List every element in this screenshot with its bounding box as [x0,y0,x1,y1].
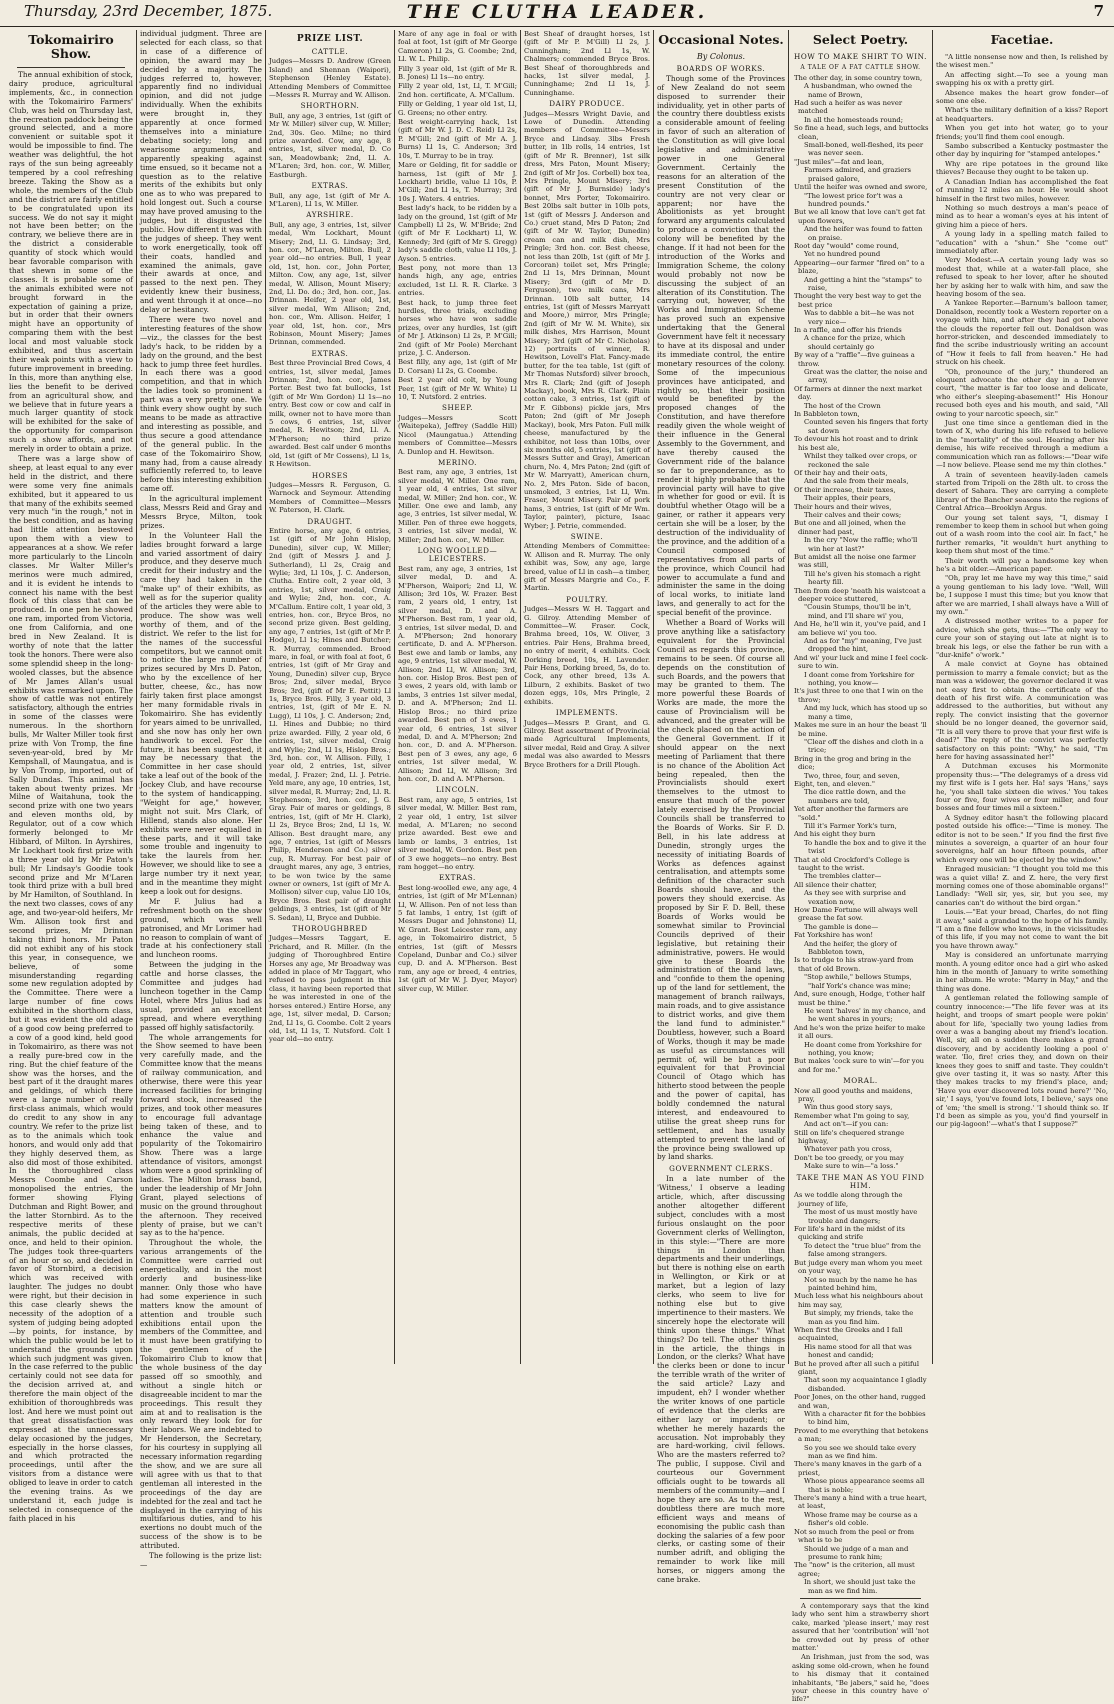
section-heading: AYRSHIRE. [306,210,354,220]
poem-line: But he proved after all such a pitiful giant, [794,1359,920,1376]
poem-line: Their calves and their cows; [804,510,902,519]
poem-line: His name stood for all that was honest and candid; [804,1342,912,1360]
poem-line: Of their increase, their taxes, [794,485,896,494]
poem-line: All silence their chatter, [794,880,877,889]
poem-line: In the cry "Now the raffle; who'll win her at last?" [804,536,918,553]
poem-body [792,1191,929,1595]
facetiae-item: What's the military definition of a kiss? Report at headquarters. [936,106,1108,123]
poem-line: Then from deep 'neath his waistcoat a deeper voice stuttered, [794,586,926,603]
prize-entry: Mare of any age in foal or with foal at foot, 1st (gift of Mr George Cameron) Ll 2s, G. Coombe; 2nd, Ll. W. L. Philip. [398,30,517,64]
section-heading: SHEEP. [442,403,473,413]
poem-line: And, sure enough, Hodge, t'other half must be thine." [794,990,925,1007]
poem-line: The trembles clatter— [804,872,882,881]
poem-line: He went 'halves' in my chance, and he went shares in yours; [804,1006,926,1024]
poem-line: "Stop awhile," bellows Stumps, "half York's chance was mine; [804,973,912,990]
facetiae-list [936,53,1108,1129]
poem-line: Not so much from the peel or from what is to be [794,1527,915,1545]
poem-line: The "now" is the criterion, all must agree; [794,1561,915,1578]
poem-line: Makes me sure in an hour the beast 'll be mine. [794,721,927,738]
page-number: 7 [1093,2,1104,20]
poem-line: Small-boned, well-fleshed, its peer was never seen. [804,141,924,158]
article-paragraph: In the Volunteer Hall the ladies brought forward a large and varied assortment of dairy produce, and they deserve much credit for their industry and the care they had taken in the "make up" of their exhibits, as well as for the superior quality of the articles they were able to produce. The show was well worthy of them, and of the district. We refer to the list for the names of the successful competitors, but we cannot omit to notice the large number of prizes secured by Mrs D. Paton, who by the excellence of her butter, cheese, &c., has now fairly taken first place amongst her many formidable rivals in Tokomairiro. She has evidently for years aimed to be unrivalled, and she now has only her own handiwork to excel. For the future, it has been suggested, it may be necessary that the Committee in her case should take a leaf out of the book of the Jockey Club, and have recourse to the system of handicapping. "Weight for age," however, might not suit. Mrs Clark, of Hillend, stands also alone. Her exhibits were never equalled in these parts, and it will take some trouble and ingenuity to take the laurels from her. However, we should like to see a large number try it next year, and in the meantime they might keep a look out for designs. [140,530,262,896]
article-paragraph: Though some of the Provinces of New Zealand do not seem disposed to surrender their individuality, yet in other parts of the country there doubtless exists a considerable amount of feeling in favor of such an alteration of the Constitution as will give local legislative and administrative power in one General Government. Certainly the reasons for an alteration of the present Constitution of the country are not very clear or apparent; nor have the Abolitionists as yet brought forward any arguments calculated to produce a conviction that the colony will be benefited by the change. If it had not been for the introduction of the Works and Immigration Scheme, the colony would probably not now be discussing the subject of an alteration of its Constitution. The carrying out, however, of the Works and Immigration Scheme has proved such an expensive undertaking that the General Government have felt it necessary to have at its disposal and under its immediate control, the entire monetary resources of the colony. Some of the impecunious provinces have anticipated, and rightly so, that their position would be benefited by the proposed changes of the Constitution, and have therefore readily given the whole weight of their influence in the General Assembly to the Government, and have thereby caused the Government ride of the balance so far to preponderance, as to render it highly probable that the provincial party will have to give in whether for good or evil. It is doubtful whether Otago will be a gainer, or rather it appears very certain she will be a loser, by the destruction of the individuality of the province, and the addition of a Council composed of representatives from all parts of the province, which Council had power to accumulate a fund and administer the same in the doing of local works, to initiate land laws, and generally to act for the special benefit of the province. [657,73,785,618]
poem-line: But amidst all the noise one farmer was still, [794,552,917,570]
section-text: Judges—Messrs D. Andrew (Green Island) and Shennan (Waipori), Stephenson (Henley Estate). Attending Members of Committee—Messrs R. Murray and W. Allison. [269,57,391,100]
poem-line: Till he's given his stomach a right hearty fill. [804,569,921,587]
section-heading: EXTRAS. [439,873,476,883]
poem-line: Their apples, their pears, [804,494,892,503]
poem-line: And he's won the prize heifer to make it all ours. [794,1023,926,1041]
poem-line: And my luck, which has stood up so many a time, [804,704,928,721]
facetiae-item: May is considered an unfortunate marrying month. A young editor once had a girl who asked him in the month of January to write something in her album. He wrote: "Marry in May," and the thing was done. [936,951,1108,993]
column-show-continued [137,29,265,1569]
poem-line: And the sale from their meals, [804,477,909,486]
poem-line: In a raffle, and offer his friends [794,326,902,334]
facetiae-item: Nothing so much destroys a man's peace of mind as to hear a woman's eyes at his intent of giving him a piece of hers. [936,203,1108,229]
poem-line: Root day "would" come round, [794,241,899,250]
poem-title: TAKE THE MAN AS YOU FIND HIM. [796,1172,925,1191]
poem-line: And the heifer, the glory of Babbleton town, [804,939,897,957]
poem-line: Appearing—our farmer "fired on" to a blaze, [794,258,925,276]
footnote: A contemporary says that the kind lady who sent him a strawberry short cake, marked 'please insert,' may rest assured that her 'contribution' will 'not be crowded out by press of other matter.' [792,1601,929,1652]
section-heading: CATTLE. [311,47,349,56]
poem-line: Whilst they talked over crops, or reckoned the sale [804,452,917,469]
article-paragraph: There were two novel and interesting features of the show—viz., the classes for the best lady's hack, to be ridden by a lady on the ground, and the best hack to jump three feet hurdles. In each there was a good competition, and that in which the ladies took so prominent a part was a very pretty one. We think every show ought by such means to be made as attractive and interesting as possible, and thus secure a good attendance of the general public. In the case of the Tokomairiro Show, many had, from a cause already sufficiently referred to, to leave before this interesting exhibition came off. [140,315,262,494]
section-heading: DAIRY PRODUCE. [549,99,625,109]
article-paragraph: The following is the prize list:— [140,1551,262,1569]
poem-line: In short, we should just take the man as we find him. [804,1578,916,1595]
issue-date: Thursday, 23rd December, 1875. [24,2,273,20]
moral-body [792,1087,929,1171]
prize-entry: Filly or Gelding, 1 year old 1st, Ll, G. Greens; no other entry. [398,100,517,117]
divider [800,1598,921,1599]
poem-line: With a character fit for the bobbies to bind him, [804,1410,926,1427]
facetiae-item: Enraged musician: "I thought you told me this was a quiet villa! Z. and Z. here, the very first morning comes one of those abominable organs!" Landlady: "Well sir, yes, sir, but you see, my canaries can't do without the bird organ." [936,865,1108,907]
article-title: Occasional Notes. [658,32,784,47]
facetiae-item: A male convict at Goyne has obtained permission to marry a female convict; but as the man was a widower, the governor declared it was not easy first to obtain the certificate of the death of his first wife. A communication was addressed to the authorities, but without any reply. The convict insisting that the governor should be no longer deaned, the governor said, "It is all very there to prove that your first wife is dead?" The reply of the convict was perfectly satisfactory on this point: "Why," he said, "I'm here for having assassinated her!" [936,660,1108,761]
section-text: Best ram, any age, 5 entries, 1st silver medal, W. Miller. Best ram, 2 year old, 1 entry, 1st silver medal, A. M'Laren; no second prize awarded. Best ewe and lamb or lambs, 3 entries, 1st silver medal, W. Gordon. Best pen of 3 ewe hoggets—no entry. Best ram hogget—no entry. [398,795,517,871]
section-text: Judges—Messrs P. Grant, and G. Gilroy. Best assortment of Provincial made Agricultural Implements, silver medal, Reid and Gray. A silver medal was also awarded to Messrs Bryce Brothers for a Drill Plough. [524,718,650,769]
poem-line: "Cousin Stumps, thou'll be in't, mind, and I'll share wi' you, [804,603,912,620]
section-text: Best ram, any age, 3 entries, 1st silver medal, D. and A. M'Pherson, Waipori; 2nd Ll, W. Allison; 3rd 10s, W. Frazer. Best ram, 2 years old, 1 entry, 1st silver medal, D. and A. M'Pherson. Best ram, 1 year old, 3 entries, 1st silver medal, D. and A. M'Pherson; 2nd honorary certificate, D. and A. M'Pherson. Best ewe and lamb or lambs, any age, 9 entries, 1st silver medal, W. Allison; 2nd Ll, W. Allison; 3rd, hon. cor. Hislop Bros. Best pen of 3 ewes, 2 years old, with lamb or lambs, 3 entries 1st silver medal, D. and A. M'Pherson; 2nd Ll. Hislop Bros.; no third prize awarded. Best pen of 3 ewes, 1 year old, 6 entries, 1st silver medal, D. and A. M'Pherson; 2nd hon. cor., D. and A. M'Pherson. Best pen of 3 ewes, any age, 6 entries, 1st silver medal, W. Allison; 2nd Ll, W. Allison; 3rd hon. cor., D. and A. M'Pherson. [398,564,517,783]
poem-line: Bring in the grog and bring in the dice; [794,754,911,772]
poem-line: Whatever path you cross, [804,1145,892,1154]
article-paragraph: In a late number of the 'Witness,' I observe a leading article, which, after discussing another altogether different subject, concludes with a most furious onslaught on the poor Government clerks of Wellington, in this style:—"There are more things in London than departments and their underlings, but there is nothing else on earth in Wellington, or Kirk or at market, but a legion of lazy clerks, who seem to live for nothing else but to give impertinence to their masters. We sincerely hope the electorate will think upon these things." What things? Do tell. The other things in the article, the things in London, or the clerks? What have the clerks been or done to incur the terrible wrath of the writer of the said article? Lazy and impudent, eh? I wonder whether the writer knows of one particle of evidence that the clerks are either lazy or impudent; or whether he merely hazards the accusation. Not improbably they are hard-working, civil fellows. Who are the masters referred to? The public, I suppose. Civil and courteous our Government officials ought to be towards all members of the community—and I hope they are so. As to the rest, doubtless there are much more efficient ways and means of economising the public cash than docking the salaries of a few poor clerks, or casting some of their number adrift, and obliging the remainder to work like mill horses, or niggers among the cane brake. [657,1174,785,1585]
poem-line: To handle the box and to give it the twist [804,838,927,856]
masthead [0,0,1114,27]
poem-line: "Clear off the dishes and cloth in a trice; [804,737,924,755]
poem-line: "Just miles"—fat and lean, [794,157,885,166]
poem-line: But judge every man whom you meet on your way, [794,1258,923,1276]
section-heading: MORAL. [843,1076,878,1086]
prize-entry: Best lady's hack, to be ridden by a lady on the ground, 1st (gift of Mr Campbell) Ll 2s, W. M'Bride; 2nd (gift of Mr F. Lockhart) Ll, W. Kennedy; 3rd (gift of Mr S. Gregg) lady's saddle cloth, value Ll 10s, J. Ayson. 5 entries. [398,204,517,263]
section-heading: DRAUGHT. [307,516,353,526]
poem-line: Till it's Farmer York's turn, [804,821,897,830]
section-heading: EXTRAS. [311,348,349,358]
section-heading: SWINE. [570,531,604,541]
facetiae-item: A young lady in a spelling match failed to "education" with a "shun." She "come out" immediately after. [936,230,1108,255]
poem-line: Yet no hundred pound [804,250,881,259]
poem-line: He doant come from Yorkshire for nothing, you know; [804,1040,922,1057]
prize-entry: Filly 3 year old, 1st (gift of Mr R. B. Jones) Ll 1s—no entry. [398,64,517,82]
newspaper-title: THE CLUTHA LEADER. [406,1,708,23]
section-text: Best long-woolled ewe, any age, 4 entries, 1st (gift of Mr M'Lennan) Ll, W. Allison. Pen of not less than 5 fat lambs, 1 entry, 1st (gift of Messrs Dugar and Johnstone) Ll, W. Grant. Best Leicester ram, any age, in Tokomairiro district, 5 entries, 1st (gift of Messrs Copeland, Dunbar and Co.) silver cup, D. and A. M'Pherson. Best ram, any age or breed, 4 entries, 1st (gift of Mr W. J. Dyer, Mayor) silver cup, W. Miller. [398,883,517,993]
column-prize-list-continued [395,30,520,1364]
poem-line: There's many knaves in the garb of a priest, [794,1460,922,1477]
section-heading: EXTRAS. [311,181,349,191]
section-heading: GOVERNMENT CLERKS. [669,1164,773,1174]
poem-line: That soon my acquaintance I gladly disbanded. [804,1376,927,1393]
poem-line: Not so much by the name he has painted behind him, [804,1275,918,1292]
footnote: An Irishman, just from the sod, was asking some old-crown, when he found to his dismay that it contained inhabitants, "Be jabers," said he, "does your cheese in this country have o' life?" [792,1653,929,1704]
facetiae-item: "Oh, pronounce of the jury," thundered an eloquent advocate the other day in a Denver court, "the matter is far too loose and delicate, who either's sleeping-abasement!" His Honour recused both eyes and his mouth, and said, "All owing to your narcotic speech, sir." [936,367,1108,418]
facetiae-item: Why are ripe potatoes in the ground like thieves? Because they ought to be taken up. [936,159,1108,177]
facetiae-item: A gentleman related the following sample of country innocence:—"The life fever was at its height, and troops of smart people were pokin' about for life, 'specially two young ladies from over a was a banging about my friend's location. Well, sir, all on a sudden there makes a grand discovery, and by accidently looking a pool o' water. 'Ilo, fire! cries they, and down on their knees they goes to sniff and taste. They couldn't give over tasting it, it was so nasty. After this they makes tracks to my friend's place, and; 'Have you ever discovered lots round here?' 'No, sir,' I says, 'you've found lots, I believe,' says one of 'em; 'the smell is strong.' 'I should think so. If I'd been as simple as you, you'd find yourself in our pig-lagoon!'—what's that I suppose?" [936,994,1108,1129]
facetiae-item: A Sydney editor hasn't the following placard posted outside his office:—"Time is money. The editor is not to be seen." If you find the first five minutes a sovereign, a quarter of an hour four sovereigns, half an hour fifteen pounds, after which every one will be ejected by the window." [936,813,1108,864]
poem-line: So fine a head, such legs, and buttocks clean, [794,124,929,141]
poem-line: The other day, in some country town, [794,73,923,82]
section-text: Best ram, any age, 3 entries, 1st silver medal, W. Miller. One ram, 1 year old, 4 entries, 1st silver medal, W. Miller; 2nd hon. cor., W. Miller. One ewe and lamb, any age, 3 entries, 1st silver medal, W. Miller. Pen of three ewe hoggets, 3 entries, 1st silver medal, W. Miller; 2nd hon. cor., W. Miller. [398,468,517,544]
prize-list-heading: PRIZE LIST. [296,34,364,44]
column-prize-list-dairy [521,30,653,1364]
poem-line: And his eight they burn [794,830,876,839]
section-heading: LINCOLN. [436,785,479,795]
poem-line: Of farmers at dinner the next market day. [794,384,923,402]
section-text: Judges—Messrs W. H. Taggart and G. Gilroy. Attending Member of Committee—W. Fraser. Cock, Brahma breed, 10s, W. Oliver, 3 entries. Pair Hens, Brahma breed, no entry of merit, 4 exhibits. Cock Dorking breed, 10s, H. Lavender. Pair Hens, Dorking breed, 5s, do to. Cock, any other breed, 13s A. Lilburn, 2 exhibits. Basket of two dozen eggs, 10s, Mrs Pringle, 2 exhibits. [524,605,650,706]
prize-entry: Best filly, any age, 1st (gift of Mr D. Corsan) Ll 2s, G. Coombe. [398,358,517,375]
article-paragraph: Mr F. Julius had a refreshment booth on the show ground, which was well patronised, and Mr Lorimer had no reason to complain of want of trade at his confectionery stall and luncheon rooms. [140,896,262,960]
facetiae-item: Absence makes the heart grow fonder—of some one else. [936,88,1108,106]
poem-line: The host of the Crown [804,401,881,410]
poem-line: Is to trudge to his straw-yard from that of old Brown. [794,956,914,973]
poem-line: As we toddle along through the journey of life, [794,1191,903,1208]
facetiae-item: "A little nonsense now and then, Is relished by the wisest men." [936,53,1108,70]
facetiae-item: "Oh, pray let me have my way this time," said a young gentleman to his lady love. "Well, Will be, I suppose I must this time; but you know that after we are married, I shall always have a Will of my own." [936,574,1108,616]
column-select-poetry [789,30,932,1704]
facetiae-item: A Dutchman excuses his Mormonite propensity thus:—"The delegramys of a dress vid my first wife is I gets her. Ha! says 'Hans,' says he, 'you shall take sixteen die wives.' You takes four or five, four wives or four miller, and four bosses and four times mil a sixteen." [936,762,1108,813]
poem-line: Still on life's chequered strange highway, [794,1128,905,1145]
facetiae-item: Sambo subscribed a Kentucky postmaster the other day by inquiring for "stamped antelopes." [936,142,1108,159]
article-title: Facetiae. [990,32,1054,47]
poem-line: Two, three, four, and seven, [804,771,900,780]
article-paragraph: individual judgment. Three are selected for each class, so that in case of a difference of opinion, the award may be decided by a majority. The judges referred to, however, apparently find no individual opinion, and did not judge individually. When the exhibits were brought in, they apparently at once formed themselves into a miniature debating society; long and wearisome arguments, and apparently speaking against time ensued, so it became not a question as to the relative merits of the exhibits but only one as to who was prepared to hold longest out. Such a course may have proved amusing to the judges, but it disgusted the public. How different it was with the judges of sheep. They went to work energetically, took off their coats, handled and examined the animals, gave their awards at once, and passed to the next pen. They evidently knew their business, and went through it at once—no delay or hesitancy. [140,29,262,315]
article-paragraph: Whether a Board of Works will prove anything like a satisfactory equivalent for the Provincial Council as regards this province, remains to be seen. Of course all depends on the constitution of such Boards, and the powers that may be granted to them. The more powerful these Boards of Works are made, the more the cause of Provincialism will be advanced, and the greater will be the check placed on the action of the General Government. If it should appear on the next meeting of Parliament that there is no chance of the Abolition Act being repealed, then the Provincialists should exert themselves to the utmost to ensure that much of the power lately exercised by the Provincial Councils shall be transferred to the Boards of Works. Sir F. D. Bell, in his late address at Dunedin, strongly urges the necessity of initiating Boards of Works as defences against centralisation, and attempts some definition of the character such Boards should have, and the powers they should exercise. As proposed by Sir F. D. Bell, these Boards of Works would be somewhat similar to Provincial Councils deprived of their legislative, but retaining their administrative, powers. He would give to these Boards the administration of the land laws, and "confide to them the opening up of the land for settlement, the management of branch railways, main roads, and to give assistance to district works, and give them the land fund to administer." Doubtless, however, such a Board of Works, though it may be made as useful as circumstances will permit of, will be but a poor equivalent for that Provincial Council of Otago which has hitherto stood between the people and the power of capital, has boldly condemned the natural interest, and endeavoured to utilise the great sheep runs for settlement, and has usually attempted to prevent the land of the province being swallowed up by land sharks. [657,618,785,1162]
prize-entry: Best hack, to jump three feet hurdles, three trials, excluding horses who have won saddle prizes, over any hurdles, 1st (gift of Mr J. Atkinson) Ll 2s, P. M'Gill; 2nd (gift of Mr Poole) Merchant prize, J. C. Anderson. [398,298,517,358]
section-heading: IMPLEMENTS. [555,708,619,718]
article-paragraph: Between the judging in the cattle and horse classes, the Committee and judges had luncheon together in the Camp Hotel, where Mrs Julius had as usual, provided an excellent spread, and where everything passed off highly satisfactorily. [140,960,262,1032]
section-text: Attending Members of Committee: W. Allison and R. Murray. The only exhibit was, Sow, any age, large breed, value of Ll in cash—a timber, gift of Messrs Margrie and Co., F. Martin. [524,542,650,593]
poem-body [792,74,929,1074]
facetiae-item: Their worth will pay a handsome key when he's a bit older.—American paper. [936,556,1108,573]
facetiae-item: A train of seventeen heavily-laden camels started from Tripoli on the 28th ult. to cross the desert of Sahara. They are carrying a complete library of the Bancher seasons into the regions of Central Africa—Brooklyn Argus. [936,470,1108,513]
poem-line: Win thus good story says, [804,1103,893,1112]
article-paragraph: Throughout the whole, the various arrangements of the Committee were carried out energetically, and in the most orderly and business-like manner. Only those who have had some experience in such matters know the amount of attention and trouble such exhibitions entail upon the members of the Committee, and it must have been gratifying to the gentlemen of the Tokomairiro Club to know that the whole business of the day passed off so smoothly, and without a single hitch or disagreeable incident to mar the proceedings. This result they aim at and to realisation is the only reward they look for for their labors. We are indebted to Mr Henderson, the Secretary, for his courtesy in supplying all necessary information regarding the show, and we are sure all will agree with us that to that gentleman all interested in the proceedings of the day are indebted for the zeal and tact he displayed in the carrying of his multifarious duties, and to his exertions no doubt much of the success of the show is to be attributed. [140,1238,262,1551]
poem-line: But simply, my friends, take the man as you find him. [804,1309,914,1326]
section-text: Bull, any age, 3 entries, 1st (gift of Mr W. Miller) silver cup, W. Miller; 2nd, 30s. Geo. Milne; no third prize awarded. Cow, any age, 8 entries, 1st, silver medal, D. Co san, Meadowbank; 2nd, Ll. A. M'Laren; 3rd, hon. cor., W. Miller, Eastburgh. [269,111,391,179]
poem-line: And getting a hint the "stamps" to raise, [804,275,922,292]
poem-line: Fat Yorkshire has won! [794,931,874,940]
poem-line: Of their hay and their oats, [794,468,888,477]
poem-line: And as for "my" meaning, I've just dropped the hint, [804,637,922,654]
poem-line: And wi' your luck and mine I feel cock-sure to win. [794,653,929,671]
facetiae-item: A Yankee Reporter.—Barnum's balloon tamer, Donaldson, recently took a Western reporter on a voyage with him, and after they had got above the clouds the reporter fell out. Donaldson was horror-stricken, and descended immediately to find the scribe industriously writing an account of "How it feels to fall from heaven." He had struck on his cheek. [936,299,1108,367]
section-text: Judges—Messrs R. Ferguson, G. Warnock and Seymour. Attending Members of Committee—Messrs W. Paterson, H. Clark. [269,480,391,515]
poem-line: For life's hard in the midst of its quicking and strife [794,1225,905,1242]
poem-line: But makes 'cock sure to win'—for you and for me." [794,1057,925,1074]
prize-entry: Best weight-carrying hack, 1st (gift of Mr W. J. D. C. Reid) Ll 2s, P. M'Gill; 2nd (gift of Mr A. J. Burns) Ll 1s, C. Anderson; 3rd 10s, T. Murray to be in tray. [398,118,517,160]
poem-line: So you see we should take every man as we find him. [804,1443,917,1461]
article-paragraph: The whole arrangements for the Show seemed to have been very carefully made, and the Committee know that the means of railway communication, and otherwise, there were this year increased facilities for bringing forward stock, increased the prizes, and took other measures to encourage full advantage being taken of these, and to enhance the value and popularity of the Tokomairiro Show. There was a large attendance of visitors, amongst whom were a good sprinkling of ladies. The Milton brass band, under the leadership of Mr John Grant, played selections of music on the ground throughout the afternoon. They received plenty of praise, but we can't say as to the ha'pence. [140,1032,262,1238]
facetiae-item: A distressed mother writes to a paper for advice, which she gets, thus:—"The only way to cure your son of staying out late at night is to break his legs, or else the father be run with a "dur-knife" o'work." [936,617,1108,660]
poem-line: And act on't—if you can: [804,1120,889,1129]
poem-line: Should we judge of a man and presume to rank him; [804,1544,909,1561]
article-title: Select Poetry. [812,32,909,47]
poem-line: Make sure to win—"a loss." [804,1162,899,1171]
poem-line: How Dame Fortune will always well grease the fat sow. [794,906,918,923]
poem-line: It's just three to one that I win on the throw; [794,687,924,704]
poem-line: Thought the very best way to get the best price [794,292,922,309]
poem-line: There's many a hind with a true heart, at least, [794,1494,927,1511]
poem-line: Much less what his neighbours about him may say, [794,1292,923,1309]
poem-line: Yet after another the farmers are "sold." [794,805,909,822]
poem-line: By way of a "raffle"—five guineas a throw. [794,351,915,368]
poem-line: Farmers admired, and graziers praised galore, [804,166,911,183]
poem-line: Until the heifer was owned and swore, [794,183,928,192]
facetiae-item: When you get into hot water, go to your friends; you'll find them cool enough. [936,124,1108,141]
prize-entry: Best pony, not more than 13 hands high, any age, entries excluded, 1st Ll. R. R. Clarke. 3 entries. [398,263,517,298]
poem-line: The gamble is done— [804,922,879,931]
facetiae-item: An affecting sight.—To see a young man swapping his ox with a pretty girl. [936,70,1108,88]
facetiae-item: A Canadian Indian has accomplished the feat of running 12 miles an hour. He would shoot himself in the first two miles, however. [936,177,1108,203]
poem-title: HOW TO MAKE SHIRT TO WIN. [794,52,927,61]
section-text: Judges—Messrs Wright Davie, and Lowe of Dunedin. Attending members of Committee—Messrs Bryce and Lindsay. 3lbs Fresh butter, in 1lb rolls, 14 entries, 1st (gift of Mr R. Brenner), 1st silk dress, Mrs Paton, Mount Misery; 2nd (gift of Mr Jos. Corbell) box tea, Mrs Pringle, Mount Misery; 3rd (gift of Mr J. Burnside) lady's bonnet, Mrs Porter, Tokomairiro. Best 20lbs salt butter in 10lb pots, 1st (gift of Messrs J. Anderson and Co.) cruet stand, Mrs D Paton; 2nd (gift of Mr W. Taylor, Dunedin) cream can and milk dish, Mrs Pringle; 3rd hon. cor. Best cheese, not less than 20lb, 1st (gift of Mr J. Corcoran) toilet set, Mrs Pringle; 2nd Ll 1s, Mrs Drinnan, Mount Misery; 3rd (gift of Mr D. Ferguson), two milk cans, Mrs Drinnan. 10lb salt butter, 14 entries, 1st (gift of Messrs Marryatt and Moore,) mirror, Mrs Pringle; 2nd (gift of Mr W. M. White), six milk dishes, Mrs Harrison, Mount Misery; 3rd (gift of Mr C. Nicholas) 12) portraits of winner, R. Hewitson, Lovell's Flat. Fancy-made butter, for the tea table, 1st (gift of Mr Thomas Nutsford) silver brooch, Mrs R. Clark; 2nd (gift of Joseph Mackay), book, Mrs R. Clark. Plain cotton cake, 3 entries, 1st (gift of Mr F. Gibbons) pickle jars, Mrs Paton; 2nd (gift of Mr Joseph Mackay), book, Mrs Paton. Full milk cheese, manufactured by the exhibitor, not less than 10lbs, over six months old, 5 entries, 1st (gift of Messrs Sutter and Gray), American churn, No. 4, Mrs Paton; 2nd (gift of Mr W. Marryatt), American churn, No. 2, Mrs Paton. Side of bacon, unsmoked, 3 entries, 1st Ll, Wm. Fraser, Mount Misery. Pair of pork hams, 3 entries, 1st (gift of Mr Wm. Taylor, painter), picture, Isaac Wyber; J. Petrie, commended. [524,109,650,530]
facetiae-item: Just one time since a gentleman died in the town of X, who during his life refused to believe in the "mortality" of the soul. Hearing after his demise, his wife received through a medium a communication which ran as follows:—"Dear wife—I now believe. Please send me my thin clothes." [936,419,1108,470]
poem-line: As they see with surprise and vexation now, [804,889,906,906]
poem-line: Don't be too greedy, or you may [794,1153,904,1162]
article-paragraph: The annual exhibition of stock, dairy produce, agricultural implements, &c., in connection with the Tokomairiro Farmers' Club, was held on Thursday last, the recreation paddock being the ground selected, and a more convenient or suitable spot it would be impossible to find. The weather was delightful, the hot rays of the sun being agreeably tempered by a cool refreshing breeze. Taking the Show as a whole, the members of the Club and the district are fairly entitled to be congratulated upon its success. We do not say it might not have been better; on the contrary, we believe there are in the district a considerable quantity of stock which would bear favorable comparison with that shewn in some of the classes. It is probable some of the animals exhibited were not brought forward in the expectation of gaining a prize, but in order that their owners might have an opportunity of comparing them with the best local and most valuable stock exhibited, and thus ascertain their weak points with a view to future improvement in breeding. In this, more than anything else, lies the benefit to be derived from an agricultural show, and we believe that in future years a much larger quantity of stock will be exhibited for the sake of the opportunity for comparison such a show affords, and not merely in order to obtain a prize. [9,70,133,454]
poem-line: Remember what I'm going to say, [794,1111,910,1120]
poem-line: Whose frame may be course as a fisher's old coble. [804,1510,918,1528]
poem-line: That at old Crockford's College is taught to the wrist. [794,855,910,872]
poem-line: To detect the "true blue" from the false among strangers. [804,1241,921,1259]
section-heading: POULTRY. [566,594,608,604]
column-prize-list [266,30,394,1364]
section-heading: SHORTHORN. [300,101,360,111]
poem-line: In all the homesteads round; [804,115,904,124]
poem-line: But one and all joined, when the dinner had past, [794,519,906,536]
poem-line: Was to dabble a bit—he was not very nice— [804,309,915,326]
poem-line: Proved to me everything that betokens a man; [794,1426,929,1444]
poem-line: Eight, ten, and eleven." [794,779,876,788]
prize-entry: Filly 2 year old, 1st, Ll, T. M'Gill; 2nd hon. certificate, A. M'Callum. [398,82,517,99]
poem-line: "The lowest price for't was a hundred pounds." [804,191,903,208]
section-heading: THOROUGHBRED [292,924,368,934]
poem-line: Counted seven his fingers that forty sat down [804,418,929,435]
poem-line: Poor Jones, on the other hand, rugged and wan, [794,1393,926,1410]
section-text: Bull, any age, 1st (gift of Mr A. M'Laren), Ll 1s, W. Miller. [269,191,391,208]
poem-line: The most of us must mostly have trouble and dangers; [804,1208,918,1225]
section-text: Best Sheaf of draught horses, 1st (gift of Mr P. M'Gill) Ll 2s, J. Cunningham; 2nd Ll 1s, W. Chalmers; commended Bryce Bros. Best Sheaf of thoroughbreds and hacks, 1st silver medal, J. Cunninghame; 2nd Ll 1s, J. Cunninghame. [524,30,650,97]
column-facetiae [933,30,1111,1364]
section-heading: MERINO. [437,457,478,467]
section-text: Judges—Messrs Taggart, E. Prichard, and R. Miller. (In the judging of Thoroughbred Entire Horses any age, Mr Broadway was added in place of Mr Taggart, who refused to pass judgment in this class, it having been reported that he was interested in one of the horses entered.) Entire Horse, any age, 1st, silver medal, D. Carson; 2nd, Ll 1s, G. Coombe. Colt 2 years old, 1st, Ll 1s, T. Nutsford. Colt 1 year old—no entry. [269,934,391,1044]
poem-line: To devour his hot roast and to drink his best ale, [794,435,918,452]
article-paragraph: In the agricultural implement class, Messrs Reid and Gray and Messrs Bryce, Milton, took prizes. [140,494,262,530]
poem-line: A husbandman, who owned the name of Brown, [804,82,913,99]
article-paragraph: There was a large show of sheep, at least equal to any ever held in the district, and there were some very fine animals exhibited, but it appeared to us that many of the exhibits seemed very much "in the rough," not in the best condition, and as having had little attention bestowed upon them with a view to appearances at a show. We refer more particularly to the Lincoln classes. Mr Walter Miller's merinos were much admired, and it is evident he intends to connect his name with the best flock of this class that can be produced. In one pen he showed one ram, imported from Victoria, one from California, and one bred in New Zealand. It is worthy of note that the latter took the honors. There were also some splendid sheep in the long-wooled classes, but the absence of Mr James Allan's usual exhibits was remarked upon. The show of cattle was not entirely satisfactory, although the entries in some of the classes were numerous. In the shorthorn bulls, Mr Walter Miller took first prize with Von Tromp, the fine seven-year-old, bred by Mr Kempshall, of Maungatua, and is by Von Tromp, imported, out of Sally Dundas. This animal has taken about twenty prizes. Mr Milne of Waitahuna, took the second prize with one two years and eleven months old, by Regulator, out of a cow which formerly belonged to Mr Hibbard, of Milton. In Ayrshires, Mr Lockhart took first prize with a three year old by Mr Paton's bull; Mr Lindsay's Goodie took second prize and Mr M'Laren took third prize with a bull bred by Mr Hamilton, of Southland. In the next two classes, cows of any age, and two-year-old heifers, Mr Wm. Allison took first and second prizes, Mr Drinnan taking third honors. Mr Paton did not exhibit any of his stock this year, in consequence, we believe, of some misunderstanding regarding some new regulation adopted by the Committee. There were a large number of fine cows exhibited in the shorthorn class, but it was evident the old adage of a good cow being preferred to a cow of a good kind, held good in Tokomairiro, as there was not a really pure-bred cow in the ring. But the chief feature of the show was the horses, and the best part of it the draught mares and geldings, of which there were a large number of really first-class animals, which would do credit to any show in any country. We refer to the prize list as to the animals which took honors, and would only add that they highly deserved them, as also did most of those exhibited. In the thoroughbred class Messrs Coombe and Carson monopolised the entries, the former showing Flying Dutchman and Right Bower, and the latter Stornbird. As to the respective merits of these animals, the public decided at once, and held to their opinion. The judges took three-quarters of an hour or so, and decided in favor of Stornbird, a decision which was received with laughter. The judges no doubt were right, but their decision in this case clearly shews the necessity of the adoption of a system of judging being adopted—by points, for instance, by which the public would be let to understand the grounds upon which such judgment was given. In the case referred to the public certainly could not see data for the decision arrived at, and therefore the main object of the exhibition of thoroughbreds was lost. And here we must point out that great dissatisfaction was expressed at the unnecessary delay occasioned by the judges, especially in the horse classes, and which protracted the proceedings, until after the visitors from a distance were obliged to leave in order to catch the evening trains. As we understand it, each judge is selected in consequence of the faith placed in his [9,453,133,1523]
facetiae-item: Louis.—"Eat your bread, Charles, do not fling it away," said a grandad to the hope of his family. "I am a fine fellow who knows, in the vicissitudes of this life, if you may not come to want the bit you have thrown away." [936,908,1108,950]
section-heading: BOARDS OF WORKS. [676,63,766,73]
prize-entry: Best 2 year old colt, by Young Peer, 1st (gift of Mr W. White) Ll 10, T. Nutsford. 2 entries. [398,376,517,402]
section-heading: HORSES [311,470,349,480]
byline: By Colonus. [696,52,746,61]
column-tokomairiro-show [6,30,136,1523]
prize-entry: Mare or Gelding, fit for saddle or harness, 1st (gift of Mr J. Lockhart) bridle, value Ll 10s, P. M'Gill; 2nd Ll 1s, T. Murray; 3rd 10s J. Waters. 4 entries. [398,161,517,203]
section-text: Judges—Messrs Scott (Waitepeka), Jeffrey (Saddle Hill) Nicol (Maungatua.) Attending members of Committee—Messrs A. Dunlop and H. Hewitson. [398,413,517,456]
poem-line: Now all good youths and maidens, pray, [794,1086,913,1103]
poem-line: A chance for the prize, which should certainly go [804,334,906,351]
section-text: Bull, any age, 3 entries, 1st, silver medal, Wm Lockhart, Mount Misery; 2nd, Ll. G. Lindsay; 3rd, hon. cor., M'Laren, Milton. Bull, 2 year old—no entries. Bull, 1 year old, 1st, hon. cor., John Porter, Milton. Cow, any age, 1st, silver medal, W. Allison, Mount Misery; 2nd, Ll. Do. do.; 3rd, hon. cor., Jas. Drinnan. Heifer, 2 year old, 1st, silver medal, Wm Allison; 2nd, hon. cor., Wm. Allison. Heifer, 1 year old, 1st, hon. cor., Mrs Robinson, Mount Misery; James Drinnan, commended. [269,220,391,347]
section-text: Entire horse, any age, 6 entries, 1st (gift of Mr John Hislop, Dunedin), silver cup, W. Miller; 2nd (gift of Messrs J. and J. Sutherland), Ll 2s, Craig and Wylie; 3rd, Ll 10s, J. C. Anderson, Clutha. Entire colt, 2 year old, 3 entries, 1st, silver medal, Craig and Wylie; 2nd, hon. cor., A. M'Callum. Entire colt, 1 year old, 3 entries, hon. cor., Bryce Bros, no second prize given. Best gelding, any age, 7 entries, 1st (gift of Mr P. Hodge), Ll 1s; Hines and Butcher; R. Murray, commended. Brood mare, in foal, or with foal at foot, 6 entries, 1st (gift of Mr Gray and Young, Dunedin) silver cup, Bryce Bros; 2nd, silver medal, Bryce Bros; 3rd, (gift of Mr E. Pettit) Ll 1s, Bryce Bros. Filly, 3 year old, 3 entries, 1st, (gift of Mr E. N. Lugg), Ll 10s, J. C. Anderson; 2nd, Ll. Hines and Dubbie; no third prize awarded. Filly, 2 year old, 6 entries, 1st, silver medal, Craig and Wylie; 2nd, Ll 1s, Hislop Bros.; 3rd, hon. cor., W. Allison. Filly, 1 year old, 2 entries, 1st, silver medal, J. Frazer; 2nd, Ll. J. Petrie. Yeld mare, any age, 10 entries, 1st, silver medal, R. Murray; 2nd, Ll. R. Stephenson; 3rd, hon. cor., J. G. Gray. Pair of mares or geldings, 8 entries, 1st, (gift of Mr H. Clark), Ll 2s, Bryce Bros; 2nd, Ll 1s, W. Allison. Best draught mare, any age, 7 entries, 1st (gift of Messrs Philip, Henderson and Co.) silver cup, R. Murray. For best pair of draught mares, any age, 3 entries, to be won twice by the same owner or owners, 1st (gift of Mr A. Mollison) silver cup, value Ll0 10s, Bryce Bros. Best pair of draught geldings, 3 entries, 1st (gift of Mr S. Sedan), Ll, Bryce and Dubbie. [269,526,391,922]
poem-line: But we all know that love can't get fat upon flowers, [794,208,926,225]
column-occasional-notes [654,30,788,1585]
poem-line: In Babbleton town, [794,410,860,419]
poem-line: I doant come from Yorkshire for nothing, you know— [804,670,915,688]
poem-line: And the heifer was found to fatten on praise. [804,225,923,242]
section-heading: LONG WOOLLED—LEICESTERS. [417,545,498,564]
section-text: Best three Provincial Bred Cows, 4 entries, 1st, silver medal, James Drinnan; 2nd, hon. cor., James Porter. Best two fat bullocks, 1st (gift of Mr Wm Gordon) Ll 1s—no entry. Best cow or cow and calf in milk, owner not to have more than 5 cows, 6 entries, 1st, silver medal, R. Hewitson; 2nd, Ll. A. M'Pherson; no third prize awarded. Best calf under 6 months old, 1st (gift of Mr Cossens), Ll 1s, R Hewitson. [269,359,391,469]
facetiae-item: Very Modest.—A certain young lady was so modest that, while at a water-fall place, she refused to speak to her lover, after he shouted her by asking her to walk with him, and saw the heaving bosom of the sea. [936,256,1108,298]
poem-line: When first the Greeks and I fall acquainted, [794,1325,903,1343]
poem-line: Great was the clatter, the noise and array, [804,368,928,385]
poem-subtitle: A TALE OF A FAT CATTLE SHOW. [800,64,921,72]
poem-line: Whose pious appearance seems all that is noble; [804,1477,925,1494]
poem-line: Had such a heifer as was never matched [794,99,903,116]
title-rule [17,67,125,68]
article-title: Tokomairiro Show. [28,32,114,61]
poem-line: And He, he'll win it, you've paid, and I am believe wi' you too. [794,620,926,637]
poem-line: The dice rattle down, and the numbers are told, [804,788,906,805]
poem-line: Their hours and their wives, [794,502,892,511]
facetiae-item: Our young set talent says, "I, dismay I remember to keep them in school but when going out of a wash room into the cool air. In fact," he further remarks, "it wouldn't hurt anything to keep them shut most of the time." [936,513,1108,556]
